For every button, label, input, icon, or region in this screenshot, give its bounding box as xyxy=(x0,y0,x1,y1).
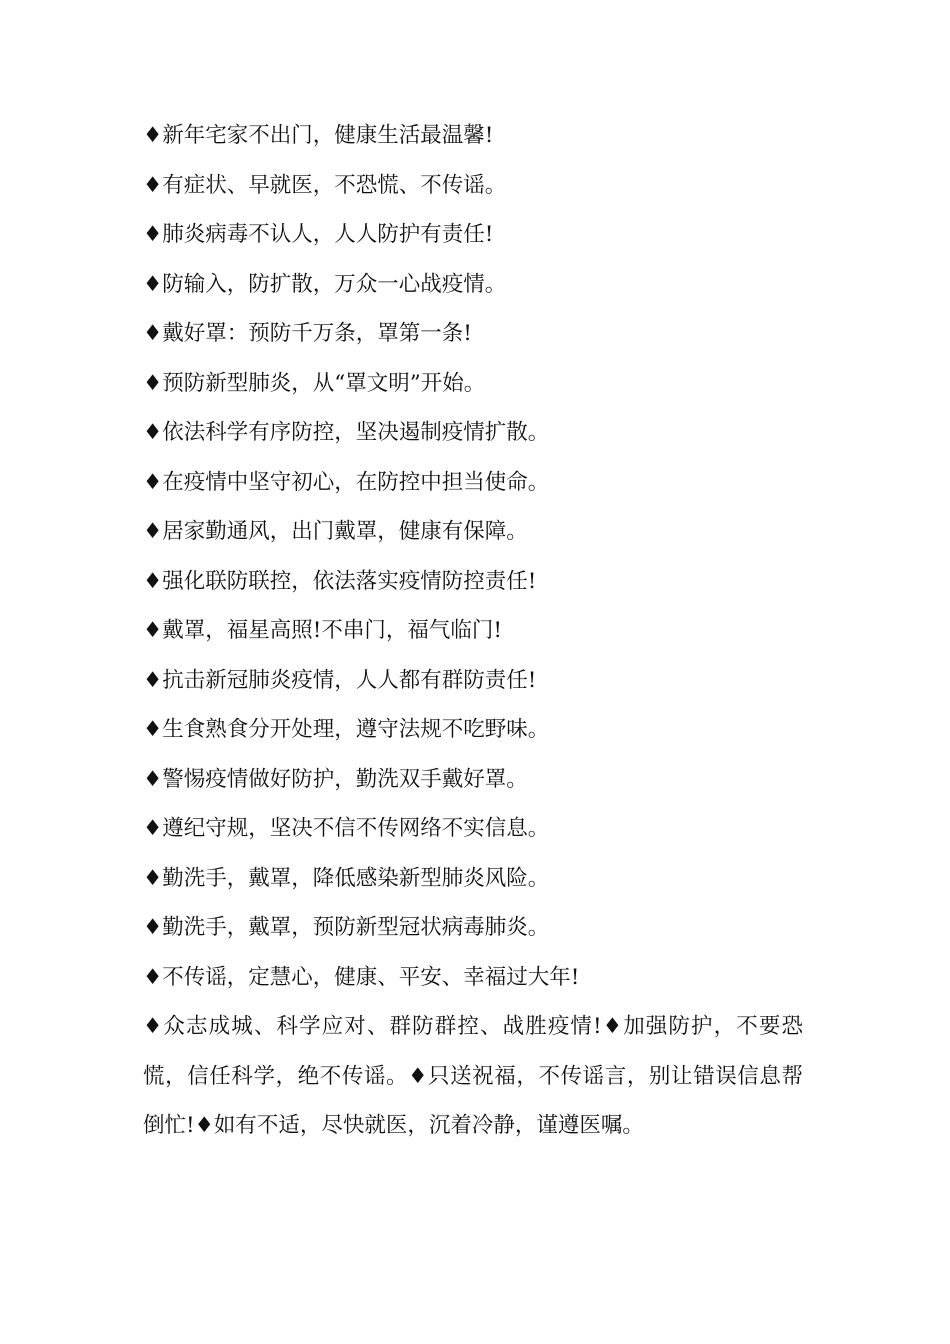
slogan-line: ♦抗击新冠肺炎疫情，人人都有群防责任! xyxy=(143,667,537,693)
slogan-line: ♦防输入，防扩散，万众一心战疫情。 xyxy=(143,271,507,297)
slogan-line: ♦勤洗手，戴罩，降低感染新型肺炎风险。 xyxy=(143,865,550,891)
slogan-line: ♦戴罩，福星高照!不串门，福气临门! xyxy=(143,618,503,643)
slogan-line: ♦戴好罩：预防千万条，罩第一条! xyxy=(143,321,472,346)
slogan-line: ♦遵纪守规，坚决不信不传网络不实信息。 xyxy=(143,816,550,841)
final-paragraph: ♦众志成城、科学应对、群防群控、战胜疫情!♦加强防护，不要恐慌，信任科学，绝不传谣。♦只送祝福，不传谣言，别让错误信息帮倒忙!♦如有不适，尽快就医，沉着冷静，谨遵医嘱。 xyxy=(143,1014,803,1138)
slogan-line: ♦新年宅家不出门，健康生活最温馨! xyxy=(143,123,494,148)
slogan-line: ♦有症状、早就医，不恐慌、不传谣。 xyxy=(143,172,507,198)
slogan-line: ♦在疫情中坚守初心，在防控中担当使命。 xyxy=(143,469,550,495)
slogan-line: ♦不传谣，定慧心，健康、平安、幸福过大年! xyxy=(143,964,580,990)
slogan-line: ♦依法科学有序防控，坚决遏制疫情扩散。 xyxy=(143,420,550,445)
slogan-line: ♦预防新型肺炎，从“罩文明”开始。 xyxy=(143,370,486,396)
slogan-line: ♦生食熟食分开处理，遵守法规不吃野味。 xyxy=(143,717,550,742)
slogan-list xyxy=(143,111,803,1151)
slogan-line: ♦警惕疫情做好防护，勤洗双手戴好罩。 xyxy=(143,766,528,792)
slogan-line: ♦勤洗手，戴罩，预防新型冠状病毒肺炎。 xyxy=(143,915,550,940)
slogan-line: ♦肺炎病毒不认人，人人防护有责任! xyxy=(143,222,494,247)
slogan-line: ♦居家勤通风，出门戴罩，健康有保障。 xyxy=(143,519,528,544)
slogan-line: ♦强化联防联控，依法落实疫情防控责任! xyxy=(143,568,537,594)
